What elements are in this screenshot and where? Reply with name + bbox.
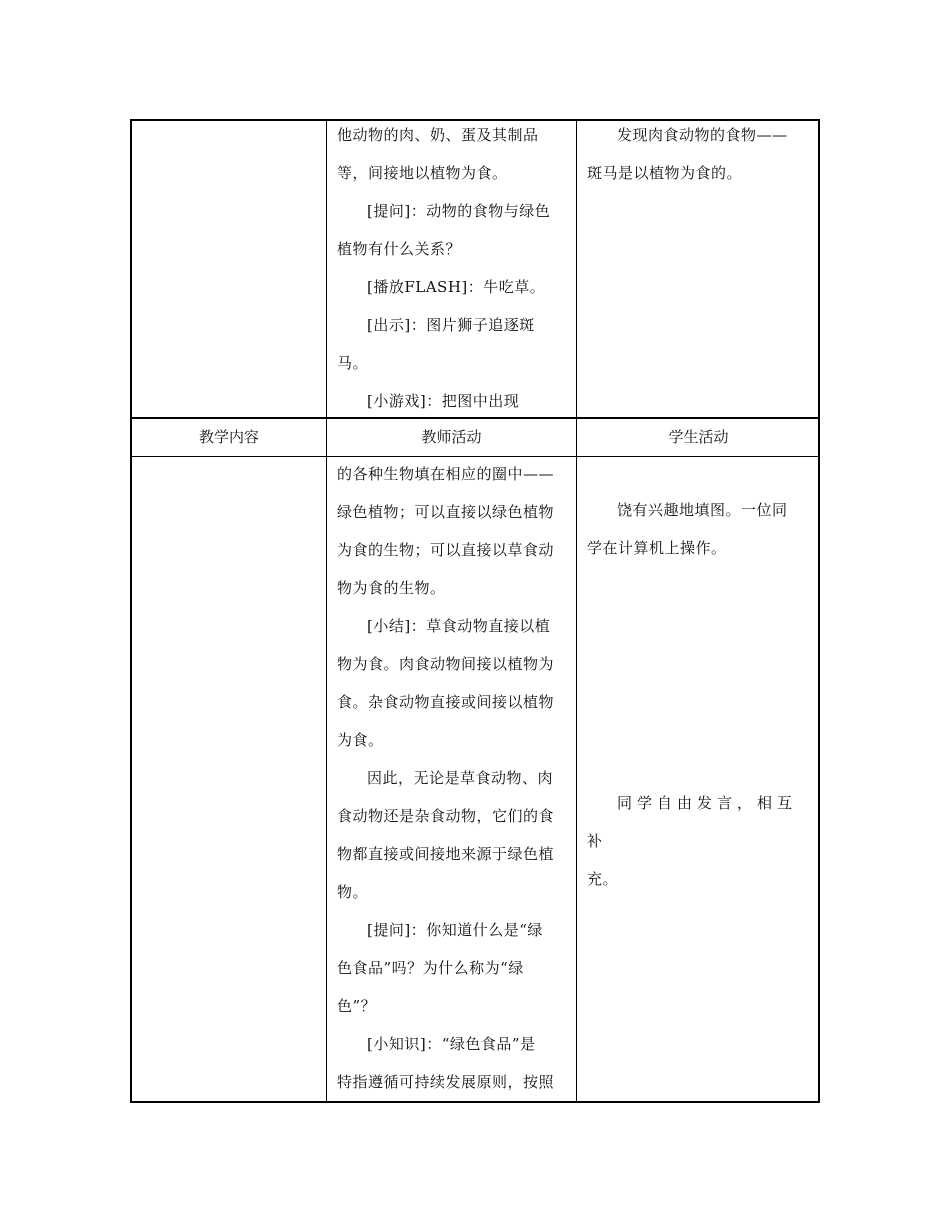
text-line: 物。	[337, 883, 369, 901]
header-teacher-activity: 教师活动	[421, 428, 482, 446]
text-line: 绿色植物；可以直接以绿色植物	[337, 503, 555, 521]
text-line: 他动物的肉、奶、蛋及其制品	[337, 126, 539, 144]
header-teaching-content: 教学内容	[198, 428, 259, 446]
text-line: 等，间接地以植物为食。	[337, 164, 508, 182]
student-activity-cell-bottom-2	[587, 784, 815, 898]
student-activity-cell-top	[587, 116, 815, 192]
text-line: 食。杂食动物直接或间接以植物	[337, 693, 555, 711]
text-line: 饶有兴趣地填图。一位同	[617, 501, 788, 519]
header-student-activity: 学生活动	[668, 428, 729, 446]
text-line: 斑马是以植物为食的。	[587, 164, 743, 182]
text-line: 因此，无论是草食动物、肉	[367, 769, 554, 787]
text-line: [出示]：图片狮子追逐斑	[367, 316, 535, 334]
text-line: 为食。	[337, 731, 384, 749]
text-line: [小游戏]：把图中出现	[367, 392, 520, 410]
text-line: 植物有什么关系？	[337, 240, 462, 258]
student-activity-cell-bottom-1	[587, 491, 815, 567]
lesson-plan-table	[130, 119, 820, 1103]
text-line: [提问]：你知道什么是“绿	[367, 921, 543, 939]
text-line: 马。	[337, 354, 369, 372]
text-line: 色”？	[337, 997, 377, 1015]
text-line: [播放FLASH]：牛吃草。	[367, 278, 546, 296]
text-line: [小结]：草食动物直接以植	[367, 617, 551, 635]
teacher-activity-cell-bottom	[337, 455, 571, 1101]
text-line: 发现肉食动物的食物——	[617, 126, 788, 144]
text-line: 物都直接或间接地来源于绿色植	[337, 845, 555, 863]
text-line: [小知识]：“绿色食品”是	[367, 1035, 536, 1053]
column-divider	[326, 121, 327, 1101]
text-line: 学在计算机上操作。	[587, 539, 727, 557]
text-line: 的各种生物填在相应的圈中——	[337, 465, 555, 483]
text-line: 特指遵循可持续发展原则，按照	[337, 1073, 555, 1091]
text-line: 同学自由发言，相互补	[587, 794, 798, 850]
text-line: 物为食的生物。	[337, 579, 446, 597]
text-line: 色食品”吗？为什么称为“绿	[337, 959, 524, 977]
text-line: 物为食。肉食动物间接以植物为	[337, 655, 555, 673]
text-line: 食动物还是杂食动物，它们的食	[337, 807, 555, 825]
teacher-activity-cell-top	[337, 116, 571, 420]
text-line: 充。	[587, 870, 619, 888]
text-line: [提问]：动物的食物与绿色	[367, 202, 551, 220]
text-line: 为食的生物；可以直接以草食动	[337, 541, 555, 559]
column-divider	[576, 121, 577, 1101]
